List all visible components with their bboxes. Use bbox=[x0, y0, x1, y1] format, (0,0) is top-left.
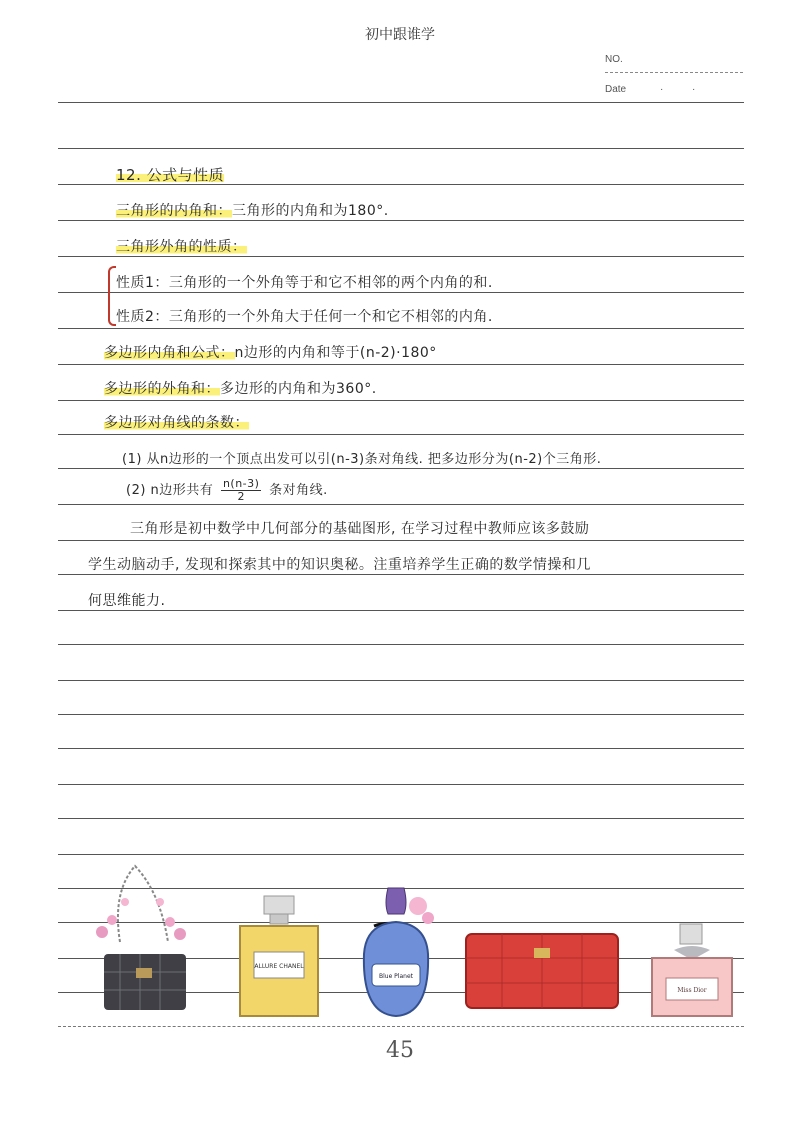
rule-line bbox=[58, 748, 744, 749]
rule-line bbox=[58, 256, 744, 257]
date-dot-2: · bbox=[692, 84, 696, 95]
rule-line bbox=[58, 610, 744, 611]
paragraph-line-3: 何思维能力. bbox=[88, 593, 166, 609]
diagonals-item-1: (1) 从n边形的一个顶点出发可以引(n-3)条对角线. 把多边形分为(n-2)个三角形. bbox=[122, 452, 602, 467]
perfume-2-label: Blue Planet bbox=[379, 973, 413, 980]
rule-line bbox=[58, 574, 744, 575]
page-number: 45 bbox=[386, 1038, 414, 1063]
rule-line bbox=[58, 364, 744, 365]
rule-line bbox=[58, 434, 744, 435]
date-label: Date bbox=[605, 84, 627, 95]
diagonals-label: 多边形对角线的条数： bbox=[104, 415, 249, 431]
rule-line bbox=[58, 540, 744, 541]
property-2: 性质2：三角形的一个外角大于任何一个和它不相邻的内角. bbox=[116, 309, 493, 325]
paragraph-line-1: 三角形是初中数学中几何部分的基础图形, 在学习过程中教师应该多鼓励 bbox=[130, 521, 590, 537]
page-header-title: 初中跟谁学 bbox=[365, 27, 435, 43]
rule-line bbox=[58, 468, 744, 469]
paragraph-line-2: 学生动脑动手, 发现和探索其中的知识奥秘。注重培养学生正确的数学情操和几 bbox=[88, 557, 591, 573]
perfume-1-label: ALLURE CHANEL bbox=[254, 963, 304, 970]
rule-line bbox=[58, 680, 744, 681]
exterior-angle-label: 三角形外角的性质： bbox=[116, 239, 247, 255]
polygon-interior-text: n边形的内角和等于(n-2)·180° bbox=[234, 345, 437, 361]
rule-line bbox=[58, 400, 744, 401]
rule-line bbox=[58, 328, 744, 329]
perfume-3-label: Miss Dior bbox=[677, 987, 707, 994]
fraction-denominator: 2 bbox=[237, 490, 245, 503]
rule-line bbox=[58, 818, 744, 819]
polygon-interior-label: 多边形内角和公式： bbox=[104, 345, 235, 361]
quilted-handbag-icon bbox=[90, 862, 200, 1018]
exterior-angle-heading bbox=[116, 236, 247, 256]
red-clutch-icon bbox=[462, 928, 622, 1014]
perfume-bottle-1-icon bbox=[236, 892, 322, 1020]
rule-line bbox=[58, 102, 744, 103]
polygon-exterior-line bbox=[104, 378, 377, 398]
rule-line bbox=[58, 784, 744, 785]
item2-suffix: 条对角线. bbox=[269, 483, 328, 498]
date-dot-1: · bbox=[660, 84, 664, 95]
red-bracket bbox=[108, 266, 116, 326]
triangle-angle-sum-label: 三角形的内角和： bbox=[116, 203, 232, 219]
fraction bbox=[221, 478, 262, 503]
property-1: 性质1：三角形的一个外角等于和它不相邻的两个内角的和. bbox=[116, 275, 493, 291]
no-label: NO. bbox=[605, 54, 623, 65]
polygon-interior-line bbox=[104, 342, 437, 362]
no-dash-line bbox=[605, 72, 743, 73]
rule-line bbox=[58, 714, 744, 715]
diagonals-heading bbox=[104, 412, 249, 432]
rule-line bbox=[58, 1026, 744, 1027]
fraction-numerator: n(n-3) bbox=[222, 477, 260, 490]
item2-prefix: (2) n边形共有 bbox=[126, 483, 214, 498]
rule-line bbox=[58, 292, 744, 293]
triangle-angle-sum-text: 三角形的内角和为180°. bbox=[232, 203, 389, 219]
perfume-bottle-3-icon bbox=[646, 920, 738, 1020]
polygon-exterior-label: 多边形的外角和： bbox=[104, 381, 220, 397]
section-heading bbox=[116, 164, 224, 185]
rule-line bbox=[58, 504, 744, 505]
triangle-angle-sum-line bbox=[116, 200, 389, 220]
rule-line bbox=[58, 644, 744, 645]
rule-line bbox=[58, 854, 744, 855]
rule-line bbox=[58, 148, 744, 149]
perfume-bottle-2-icon bbox=[354, 884, 438, 1020]
diagonals-item-2 bbox=[126, 478, 328, 503]
polygon-exterior-text: 多边形的内角和为360°. bbox=[220, 381, 377, 397]
section-heading-text: 12. 公式与性质 bbox=[116, 166, 225, 184]
rule-line bbox=[58, 220, 744, 221]
